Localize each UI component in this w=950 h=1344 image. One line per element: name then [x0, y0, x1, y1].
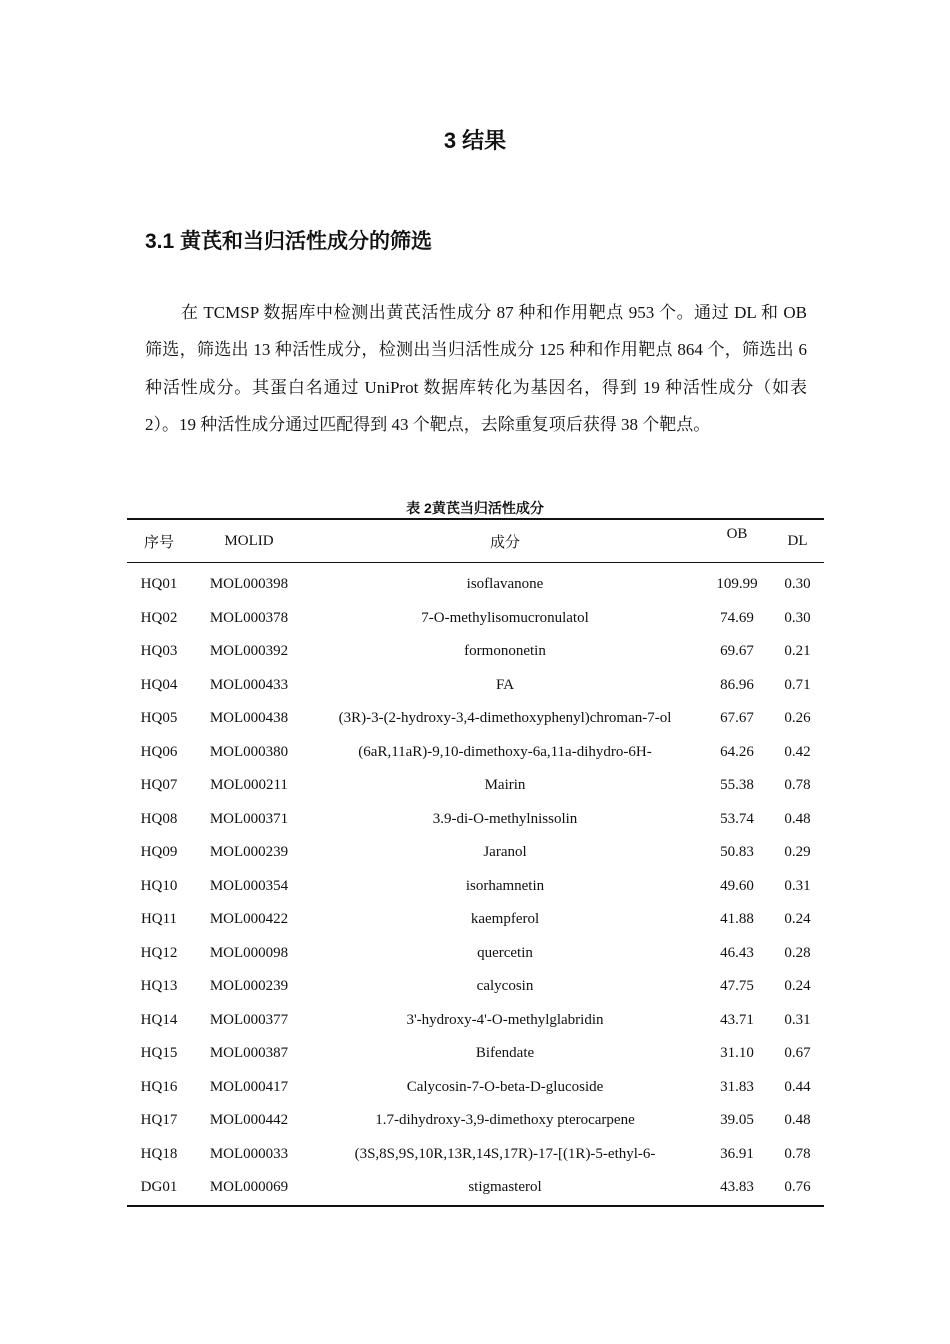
- cell-index: HQ03: [140, 643, 178, 660]
- header-ob: OB: [726, 526, 748, 542]
- page-title: 3 结果: [443, 128, 507, 153]
- cell-index: HQ16: [140, 1078, 178, 1095]
- cell-ob: 64.26: [720, 743, 754, 760]
- cell-dl: 0.78: [784, 1145, 811, 1162]
- table-row: [127, 669, 824, 703]
- cell-ob: 41.88: [720, 911, 754, 928]
- cell-index: HQ12: [140, 944, 178, 961]
- cell-index: HQ01: [140, 576, 178, 593]
- cell-dl: 0.78: [784, 777, 811, 794]
- cell-molid: MOL000387: [209, 1045, 289, 1062]
- cell-ob: 50.83: [720, 844, 754, 861]
- table-row: [127, 836, 824, 870]
- cell-dl: 0.71: [784, 676, 811, 693]
- cell-component: (3S,8S,9S,10R,13R,14S,17R)-17-[(1R)-5-ethyl-6-: [354, 1145, 656, 1162]
- cell-molid: MOL000433: [209, 676, 289, 693]
- cell-component: 7-O-methylisomucronulatol: [421, 609, 589, 626]
- table-row: [127, 602, 824, 636]
- cell-ob: 67.67: [720, 710, 754, 727]
- cell-index: HQ07: [140, 777, 178, 794]
- cell-ob: 39.05: [720, 1112, 754, 1129]
- cell-component: Jaranol: [483, 844, 527, 861]
- body-paragraph: 在 TCMSP 数据库中检测出黄芪活性成分 87 种和作用靶点 953 个。通过 DL 和 OB 筛选，筛选出 13 种活性成分，检测出当归活性成分 125 种和作用靶点 864 个，筛选出 6 种活性成分。其蛋白名通过 UniProt 数据库转化为基因名，得到 19 种活性成分（如表 2）。19 种活性成分通过匹配得到 43 个靶点，去除重复项后获得 38 个靶点。: [145, 303, 807, 434]
- cell-ob: 53.74: [720, 810, 754, 827]
- cell-ob: 31.83: [720, 1078, 754, 1095]
- table-row: [127, 903, 824, 937]
- cell-molid: MOL000098: [209, 944, 289, 961]
- cell-component: Mairin: [484, 777, 526, 794]
- cell-component: kaempferol: [470, 911, 540, 928]
- cell-component: FA: [495, 676, 515, 693]
- header-molid: MOLID: [224, 532, 274, 549]
- cell-component: isorhamnetin: [465, 877, 545, 894]
- cell-index: HQ14: [140, 1011, 178, 1028]
- cell-molid: MOL000239: [209, 844, 289, 861]
- cell-dl: 0.67: [784, 1045, 811, 1062]
- table-row: [127, 1104, 824, 1138]
- section-title: 3.1 黄芪和当归活性成分的筛选: [145, 230, 433, 253]
- cell-molid: MOL000392: [209, 643, 289, 660]
- cell-dl: 0.30: [784, 576, 811, 593]
- cell-molid: MOL000239: [209, 978, 289, 995]
- cell-component: 1.7-dihydroxy-3,9-dimethoxy pterocarpene: [375, 1112, 635, 1129]
- cell-molid: MOL000377: [209, 1011, 289, 1028]
- cell-dl: 0.29: [784, 844, 811, 861]
- cell-ob: 109.99: [716, 576, 758, 593]
- cell-ob: 47.75: [720, 978, 754, 995]
- table-row: [127, 635, 824, 669]
- cell-molid: MOL000422: [209, 911, 289, 928]
- active-components-table: [127, 518, 824, 1207]
- cell-component: Bifendate: [475, 1045, 535, 1062]
- cell-index: HQ17: [140, 1112, 178, 1129]
- cell-component: isoflavanone: [466, 576, 544, 593]
- cell-index: HQ15: [140, 1045, 178, 1062]
- cell-dl: 0.31: [784, 1011, 811, 1028]
- cell-dl: 0.24: [784, 978, 811, 995]
- cell-ob: 49.60: [720, 877, 754, 894]
- cell-molid: MOL000417: [209, 1078, 289, 1095]
- cell-index: HQ04: [140, 676, 178, 693]
- cell-dl: 0.76: [784, 1179, 811, 1196]
- cell-index: HQ11: [140, 911, 178, 928]
- cell-index: HQ10: [140, 877, 178, 894]
- cell-index: DG01: [140, 1179, 178, 1196]
- cell-dl: 0.28: [784, 944, 811, 961]
- table-row: [127, 870, 824, 904]
- table-row: [127, 1037, 824, 1071]
- table-row: [127, 1171, 824, 1206]
- cell-index: HQ18: [140, 1145, 178, 1162]
- cell-molid: MOL000398: [209, 576, 289, 593]
- cell-dl: 0.42: [784, 743, 811, 760]
- cell-index: HQ06: [140, 743, 178, 760]
- cell-ob: 43.83: [720, 1179, 754, 1196]
- cell-dl: 0.44: [784, 1078, 811, 1095]
- cell-component: stigmasterol: [468, 1179, 542, 1196]
- cell-molid: MOL000378: [209, 609, 289, 626]
- cell-component: calycosin: [476, 978, 534, 995]
- cell-dl: 0.31: [784, 877, 811, 894]
- cell-molid: MOL000211: [210, 777, 288, 794]
- table-row: [127, 769, 824, 803]
- cell-dl: 0.30: [784, 609, 811, 626]
- cell-molid: MOL000442: [209, 1112, 289, 1129]
- cell-molid: MOL000371: [209, 810, 289, 827]
- cell-index: HQ09: [140, 844, 178, 861]
- table-row: [127, 937, 824, 971]
- header-dl: DL: [787, 532, 808, 549]
- table-header-row: [127, 519, 824, 563]
- cell-ob: 46.43: [720, 944, 754, 961]
- cell-ob: 86.96: [720, 676, 754, 693]
- table-row: [127, 736, 824, 770]
- cell-ob: 43.71: [720, 1011, 754, 1028]
- cell-index: HQ08: [140, 810, 178, 827]
- cell-molid: MOL000069: [209, 1179, 289, 1196]
- cell-index: HQ13: [140, 978, 178, 995]
- table-row: [127, 1071, 824, 1105]
- table-row: [127, 568, 824, 602]
- cell-index: HQ02: [140, 609, 178, 626]
- cell-dl: 0.24: [784, 911, 811, 928]
- cell-ob: 69.67: [720, 643, 754, 660]
- cell-component: Calycosin-7-O-beta-D-glucoside: [406, 1078, 604, 1095]
- cell-component: formononetin: [464, 643, 546, 660]
- cell-ob: 55.38: [720, 777, 754, 794]
- table-row: [127, 803, 824, 837]
- table-caption: 表 2黄芪当归活性成分: [406, 500, 544, 516]
- cell-component: 3.9-di-O-methylnissolin: [432, 810, 578, 827]
- cell-dl: 0.48: [784, 1112, 811, 1129]
- cell-molid: MOL000438: [209, 710, 289, 727]
- cell-dl: 0.48: [784, 810, 811, 827]
- table-row: [127, 1004, 824, 1038]
- table-row: [127, 702, 824, 736]
- header-component: 成分: [489, 534, 520, 551]
- cell-index: HQ05: [140, 710, 178, 727]
- cell-component: 3'-hydroxy-4'-O-methylglabridin: [406, 1011, 604, 1028]
- table-row: [127, 1138, 824, 1172]
- cell-molid: MOL000380: [209, 743, 289, 760]
- cell-ob: 74.69: [720, 609, 754, 626]
- table-body: [127, 563, 824, 1206]
- cell-ob: 31.10: [720, 1045, 754, 1062]
- cell-molid: MOL000354: [209, 877, 289, 894]
- cell-molid: MOL000033: [209, 1145, 289, 1162]
- cell-component: (6aR,11aR)-9,10-dimethoxy-6a,11a-dihydro-6H-: [358, 743, 652, 760]
- cell-dl: 0.21: [784, 643, 811, 660]
- cell-component: quercetin: [477, 944, 533, 961]
- cell-ob: 36.91: [720, 1145, 754, 1162]
- table-row: [127, 970, 824, 1004]
- cell-component: (3R)-3-(2-hydroxy-3,4-dimethoxyphenyl)chroman-7-ol: [338, 710, 672, 727]
- header-index: 序号: [143, 534, 174, 551]
- cell-dl: 0.26: [784, 710, 811, 727]
